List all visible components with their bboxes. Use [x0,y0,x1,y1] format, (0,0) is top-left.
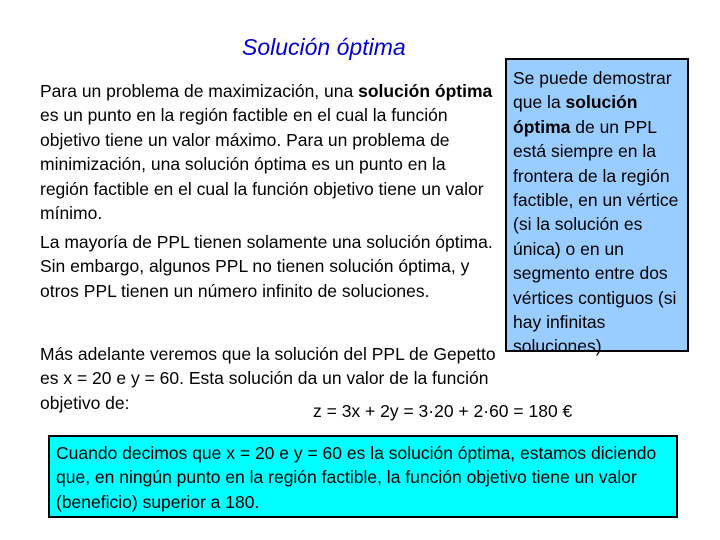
ppl-solutions-paragraph: La mayoría de PPL tienen solamente una solución óptima. Sin embargo, algunos PPL no tienen solución óptima, y otros PPL tienen un número infinito de soluciones. [40,232,493,301]
sidebox-text-1: Se puede demostrar que la [513,68,672,113]
slide-title: Solución óptima [242,34,406,60]
gepetto-paragraph: Más adelante veremos que la solución del PPL de Gepetto es x = 20 e y = 60. Esta solución da un valor de la función objetivo de: [40,344,496,413]
definition-bold-term: solución óptima [358,81,493,101]
definition-text-1: Para un problema de maximización, una [40,81,359,101]
theorem-sidebox [505,58,689,357]
definition-paragraph [40,79,495,225]
definition-text-2: es un punto en la región factible en el cual la función objetivo tiene un valor máximo. Para un problema de minimización, una solución óptima es un punto en la región factible en el cual la función objetivo tiene un valor mínimo. [40,105,484,224]
objective-formula: z = 3x + 2y = 3·20 + 2·60 = 180 € [313,401,573,421]
sidebox-text-2: de un PPL está siempre en la frontera de la región factible, en un vértice (si la solución es única) o en un segmento entre dos vértices contiguos (si hay infinitas soluciones) [513,116,679,357]
sidebox-bold-term: solución óptima [513,92,638,137]
conclusion-box: Cuando decimos que x = 20 e y = 60 es la solución óptima, estamos diciendo que, en ningún punto en la región factible, la función objetivo tiene un valor (beneficio) superior a 180. [48,435,678,518]
